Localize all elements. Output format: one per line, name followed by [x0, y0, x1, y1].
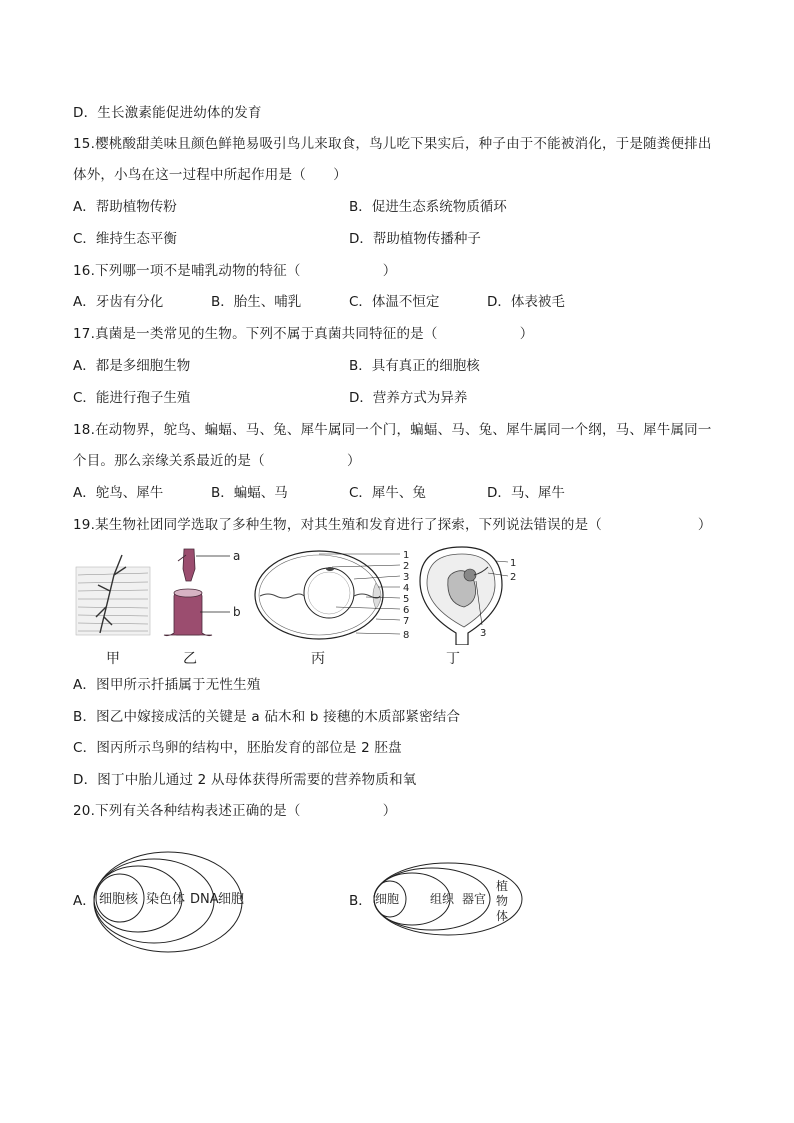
q20-option-a-prefix: A．	[73, 893, 96, 909]
q18-stem-line2: 个目。那么亲缘关系最近的是（ ）	[73, 453, 361, 469]
diagram-b-label-organ: 器官	[462, 892, 487, 906]
q20-option-b-diagram	[366, 850, 526, 940]
q17-option-d: D．营养方式为异养	[349, 390, 468, 406]
q15-option-b: B．促进生态系统物质循环	[349, 199, 507, 215]
q19-figures	[70, 545, 530, 645]
q18-option-b: B．蝙蝠、马	[211, 485, 288, 501]
q19-option-b: B．图乙中嫁接成活的关键是 a 砧木和 b 接穗的木质部紧密结合	[73, 709, 461, 725]
graft-label-b: b	[233, 605, 241, 619]
egg-label-4: 4	[403, 583, 410, 594]
diagram-b-label-cell: 细胞	[375, 892, 400, 906]
figure-label-jia: 甲	[106, 651, 120, 667]
figure-jia-cutting-illustration	[76, 555, 150, 635]
q16-option-a: A．牙齿有分化	[73, 294, 164, 310]
q19-option-d: D．图丁中胎儿通过 2 从母体获得所需要的营养物质和氧	[73, 772, 417, 788]
egg-label-7: 7	[403, 616, 410, 627]
q18-option-c: C．犀牛、兔	[349, 485, 426, 501]
q20-stem: 20.下列有关各种结构表述正确的是（ ）	[73, 803, 397, 819]
egg-label-3: 3	[403, 572, 410, 583]
q19-stem: 19.某生物社团同学选取了多种生物，对其生殖和发育进行了探索，下列说法错误的是（ ）	[73, 517, 712, 533]
figure-label-bing: 丙	[311, 651, 325, 667]
diagram-b-label-plant-2: 物	[496, 894, 509, 908]
q15-option-a: A．帮助植物传粉	[73, 199, 177, 215]
q15-option-c: C．维持生态平衡	[73, 231, 177, 247]
figure-bing-egg-diagram	[255, 550, 409, 641]
fetus-label-3: 3	[480, 628, 487, 639]
q14-option-d: D．生长激素能促进幼体的发育	[73, 105, 262, 121]
q18-option-d: D．马、犀牛	[487, 485, 565, 501]
graft-label-a: a	[233, 549, 241, 563]
q17-stem: 17.真菌是一类常见的生物。下列不属于真菌共同特征的是（ ）	[73, 326, 534, 342]
q19-option-a: A．图甲所示扦插属于无性生殖	[73, 677, 261, 693]
egg-label-6: 6	[403, 605, 410, 616]
q16-option-d: D．体表被毛	[487, 294, 565, 310]
q15-option-d: D．帮助植物传播种子	[349, 231, 481, 247]
q18-option-a: A．鸵鸟、犀牛	[73, 485, 164, 501]
q15-stem-line1: 15.樱桃酸甜美味且颜色鲜艳易吸引鸟儿来取食，鸟儿吃下果实后，种子由于不能被消化，于是随粪便排出	[73, 136, 712, 152]
egg-label-2: 2	[403, 561, 410, 572]
q20-option-b-prefix: B．	[349, 893, 372, 909]
figure-label-yi: 乙	[183, 651, 197, 667]
figure-label-ding: 丁	[446, 651, 460, 667]
figure-ding-fetus-diagram	[420, 547, 516, 645]
diagram-b-label-tissue: 组织	[430, 892, 455, 906]
fetus-label-2: 2	[510, 572, 517, 583]
q20-option-a-diagram	[92, 840, 252, 958]
q16-stem: 16.下列哪一项不是哺乳动物的特征（ ）	[73, 263, 397, 279]
figure-yi-grafting-illustration	[164, 549, 241, 636]
q19-option-c: C．图丙所示鸟卵的结构中，胚胎发育的部位是 2 胚盘	[73, 740, 402, 756]
egg-label-5: 5	[403, 594, 410, 605]
q16-option-c: C．体温不恒定	[349, 294, 440, 310]
egg-label-1: 1	[403, 550, 410, 561]
q16-option-b: B．胎生、哺乳	[211, 294, 302, 310]
egg-label-8: 8	[403, 630, 410, 641]
diagram-a-label-dna: DNA	[190, 892, 219, 907]
fetus-label-1: 1	[510, 558, 517, 569]
diagram-a-label-cell: 细胞	[218, 892, 245, 907]
q15-stem-line2: 体外，小鸟在这一过程中所起作用是（ ）	[73, 167, 347, 183]
q18-stem-line1: 18.在动物界，鸵鸟、蝙蝠、马、兔、犀牛属同一个门，蝙蝠、马、兔、犀牛属同一个纲，马、犀牛属同一	[73, 422, 712, 438]
diagram-a-label-chromosome: 染色体	[146, 892, 186, 907]
diagram-b-label-plant-1: 植	[496, 879, 509, 893]
diagram-a-label-nucleus: 细胞核	[99, 892, 139, 907]
q17-option-b: B．具有真正的细胞核	[349, 358, 480, 374]
q17-option-a: A．都是多细胞生物	[73, 358, 191, 374]
diagram-b-label-plant-3: 体	[496, 909, 509, 923]
q17-option-c: C．能进行孢子生殖	[73, 390, 191, 406]
